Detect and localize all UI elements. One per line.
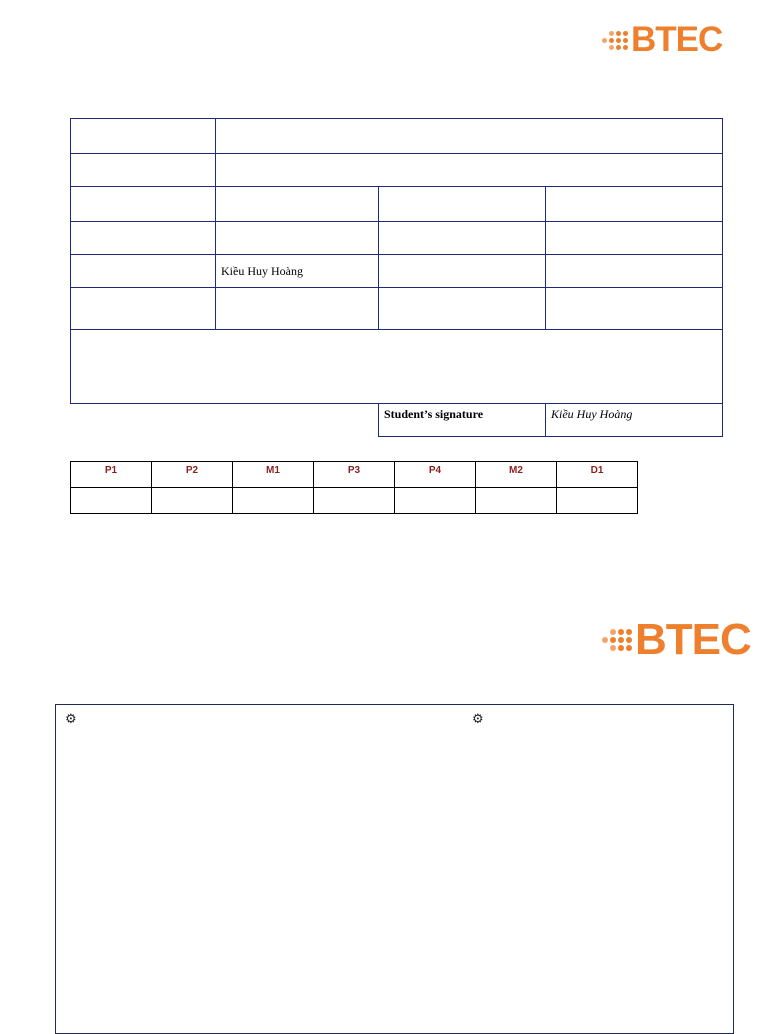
gear-icon[interactable]: ⚙ bbox=[472, 712, 484, 727]
table-cell bbox=[71, 404, 379, 437]
table-row bbox=[71, 330, 723, 404]
btec-logo-text: BTEC bbox=[635, 615, 751, 664]
table-cell bbox=[71, 222, 216, 255]
assignment-front-sheet-table bbox=[70, 118, 723, 437]
table-cell bbox=[216, 187, 379, 222]
criteria-p2: P2 bbox=[152, 462, 233, 488]
signature-row bbox=[71, 404, 723, 437]
table-row bbox=[71, 187, 723, 222]
table-cell bbox=[546, 187, 723, 222]
signature-value: Kiều Huy Hoàng bbox=[546, 404, 723, 437]
grading-criteria-table bbox=[70, 461, 638, 514]
table-cell bbox=[546, 222, 723, 255]
table-cell bbox=[379, 255, 546, 288]
table-row bbox=[71, 119, 723, 154]
table-cell bbox=[216, 222, 379, 255]
criteria-header-row bbox=[71, 462, 638, 488]
declaration-cell bbox=[71, 330, 723, 404]
criteria-d1: D1 bbox=[557, 462, 638, 488]
criteria-cell bbox=[557, 488, 638, 514]
table-row bbox=[71, 222, 723, 255]
criteria-cell bbox=[71, 488, 152, 514]
table-cell bbox=[216, 288, 379, 330]
table-cell bbox=[379, 187, 546, 222]
btec-logo-text: BTEC bbox=[631, 20, 723, 59]
criteria-cell bbox=[476, 488, 557, 514]
btec-logo bbox=[602, 614, 751, 666]
table-row bbox=[71, 255, 723, 288]
criteria-cell bbox=[152, 488, 233, 514]
criteria-value-row bbox=[71, 488, 638, 514]
table-cell bbox=[379, 222, 546, 255]
criteria-cell bbox=[314, 488, 395, 514]
table-cell bbox=[71, 255, 216, 288]
criteria-m2: M2 bbox=[476, 462, 557, 488]
table-cell bbox=[546, 255, 723, 288]
table-cell bbox=[546, 288, 723, 330]
criteria-m1: M1 bbox=[233, 462, 314, 488]
table-cell bbox=[71, 119, 216, 154]
signature-label: Student’s signature bbox=[379, 404, 546, 437]
table-cell bbox=[71, 154, 216, 187]
btec-logo bbox=[602, 20, 722, 60]
table-cell bbox=[216, 119, 723, 154]
logo-dots bbox=[602, 629, 632, 651]
criteria-cell bbox=[395, 488, 476, 514]
student-name-value: Kiều Huy Hoàng bbox=[216, 255, 379, 288]
table-row bbox=[71, 288, 723, 330]
criteria-p1: P1 bbox=[71, 462, 152, 488]
criteria-p3: P3 bbox=[314, 462, 395, 488]
criteria-p4: P4 bbox=[395, 462, 476, 488]
table-row bbox=[71, 154, 723, 187]
logo-dots bbox=[602, 31, 628, 50]
table-cell bbox=[71, 187, 216, 222]
table-cell bbox=[71, 288, 216, 330]
table-cell bbox=[379, 288, 546, 330]
table-cell bbox=[216, 154, 723, 187]
summative-feedback-box bbox=[55, 704, 734, 1034]
gear-icon[interactable]: ⚙ bbox=[65, 712, 77, 727]
criteria-cell bbox=[233, 488, 314, 514]
